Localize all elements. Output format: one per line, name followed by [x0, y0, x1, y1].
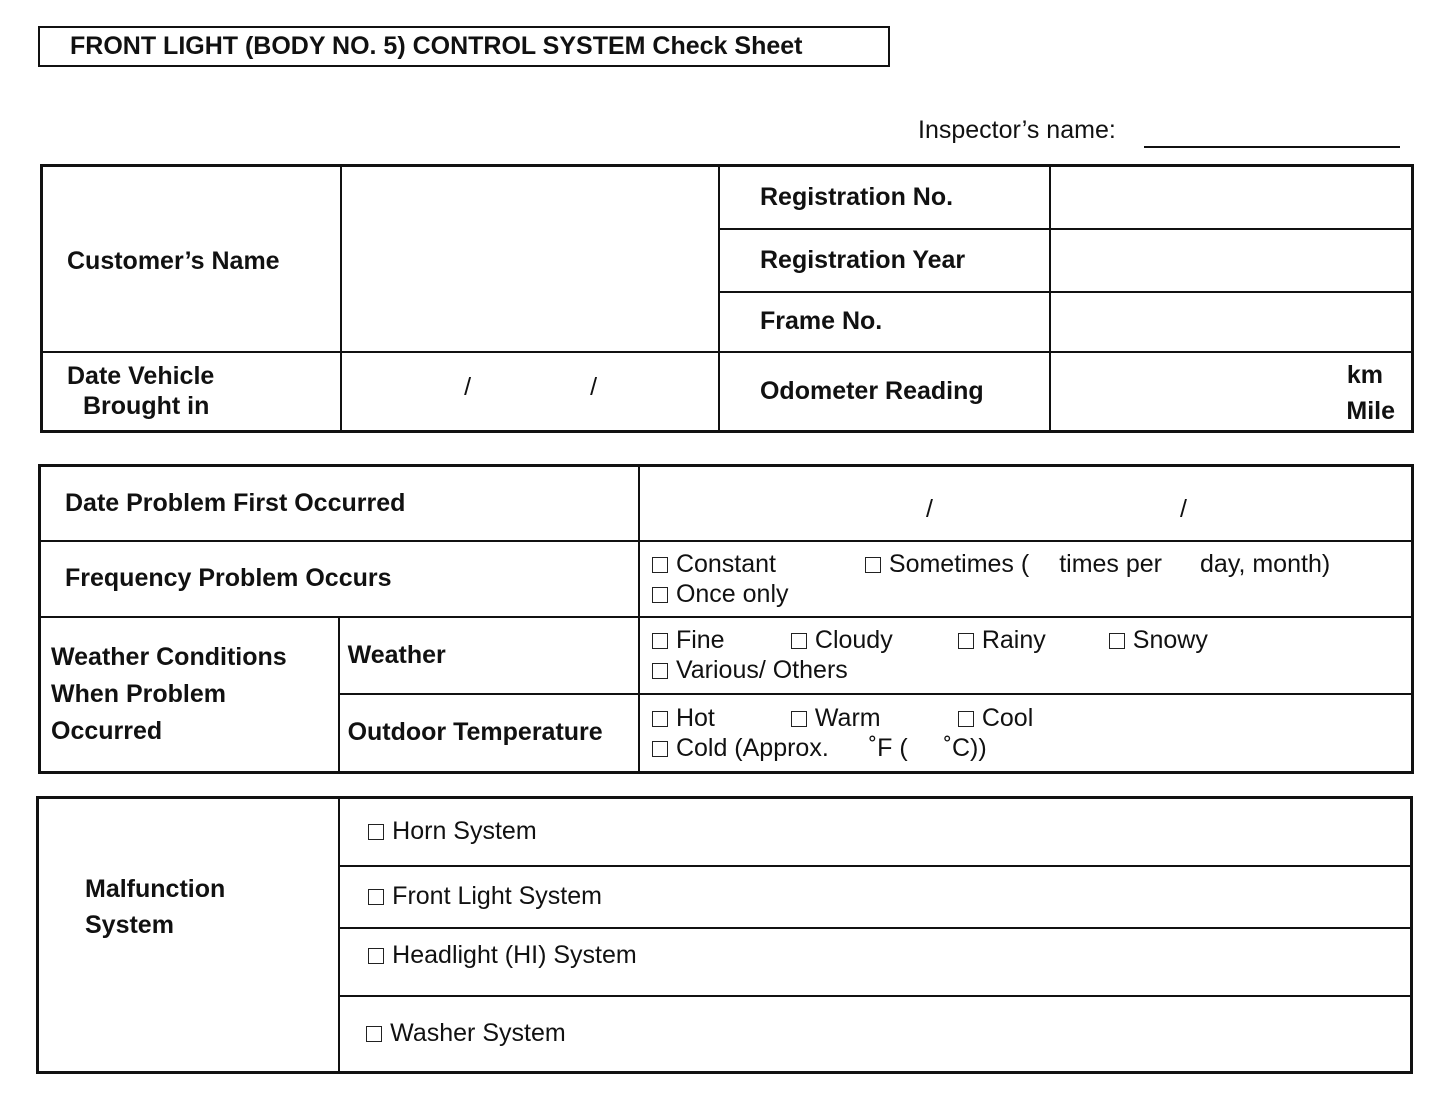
checkbox[interactable] — [652, 741, 668, 757]
frequency-label: Frequency Problem Occurs — [40, 541, 639, 617]
checkbox[interactable] — [366, 1026, 382, 1042]
malfunction-system-label: Malfunction System — [38, 798, 340, 1073]
date-separator: / — [1179, 495, 1187, 523]
frequency-sometimes-option[interactable]: Sometimes ( — [865, 549, 1029, 579]
customer-name-label: Customer’s Name — [42, 166, 342, 352]
checkbox[interactable] — [652, 663, 668, 679]
fahrenheit-unit: ˚F ( — [868, 733, 908, 762]
headlight-hi-system-option[interactable]: Headlight (HI) System — [339, 928, 1411, 996]
date-first-occurred-label: Date Problem First Occurred — [40, 466, 639, 541]
temp-cool-option[interactable]: Cool — [958, 703, 1033, 733]
outdoor-temperature-label: Outdoor Temperature — [339, 694, 639, 773]
washer-system-option[interactable]: Washer System — [339, 996, 1411, 1073]
date-separator: / — [464, 372, 472, 401]
date-brought-in-label: Date Vehicle Brought in — [42, 352, 342, 432]
checkbox[interactable] — [958, 633, 974, 649]
date-separator: / — [925, 495, 933, 523]
checkbox[interactable] — [652, 633, 668, 649]
frequency-constant-option[interactable]: Constant — [652, 549, 858, 579]
customer-name-field[interactable] — [341, 166, 719, 352]
times-per-text: times per — [1059, 549, 1163, 578]
weather-options — [639, 617, 1413, 694]
checkbox[interactable] — [652, 557, 668, 573]
checkbox[interactable] — [791, 633, 807, 649]
registration-no-field[interactable] — [1050, 166, 1413, 229]
frequency-options — [639, 541, 1413, 617]
temp-warm-option[interactable]: Warm — [791, 703, 951, 733]
malfunction-system-table — [36, 796, 1413, 1074]
weather-snowy-option[interactable]: Snowy — [1109, 625, 1208, 655]
temp-hot-option[interactable]: Hot — [652, 703, 784, 733]
temp-cold-option[interactable]: Cold (Approx. — [652, 733, 829, 763]
registration-no-label: Registration No. — [719, 166, 1050, 229]
odometer-field[interactable] — [1050, 352, 1413, 432]
checkbox[interactable] — [368, 889, 384, 905]
registration-year-label: Registration Year — [719, 229, 1050, 292]
checkbox[interactable] — [958, 711, 974, 727]
unit-km: km — [1346, 360, 1383, 389]
date-first-occurred-field[interactable] — [639, 466, 1413, 541]
inspector-name-field[interactable] — [1144, 146, 1400, 148]
checkbox[interactable] — [652, 711, 668, 727]
front-light-system-option[interactable]: Front Light System — [339, 866, 1411, 928]
weather-rainy-option[interactable]: Rainy — [958, 625, 1102, 655]
temperature-options — [639, 694, 1413, 773]
frequency-once-only-option[interactable]: Once only — [652, 579, 1411, 609]
frame-no-field[interactable] — [1050, 292, 1413, 352]
weather-various-option[interactable]: Various/ Others — [652, 655, 1411, 685]
frame-no-label: Frame No. — [719, 292, 1050, 352]
problem-info-table — [38, 464, 1414, 774]
vehicle-info-table — [40, 164, 1414, 433]
horn-system-option[interactable]: Horn System — [339, 798, 1411, 866]
checkbox[interactable] — [791, 711, 807, 727]
checkbox[interactable] — [368, 948, 384, 964]
check-sheet-title: FRONT LIGHT (BODY NO. 5) CONTROL SYSTEM Check Sheet — [38, 26, 890, 67]
checkbox[interactable] — [652, 587, 668, 603]
date-brought-in-field[interactable] — [341, 352, 719, 432]
registration-year-field[interactable] — [1050, 229, 1413, 292]
unit-mile: Mile — [1346, 396, 1395, 425]
date-separator: / — [590, 372, 598, 401]
day-month-text: day, month) — [1200, 549, 1331, 578]
checkbox[interactable] — [368, 824, 384, 840]
celsius-unit: ˚C)) — [943, 733, 987, 762]
odometer-label: Odometer Reading — [719, 352, 1050, 432]
weather-label: Weather — [339, 617, 639, 694]
inspector-name-label: Inspector’s name: — [918, 116, 1116, 144]
weather-cloudy-option[interactable]: Cloudy — [791, 625, 951, 655]
weather-conditions-label: Weather Conditions When Problem Occurred — [40, 617, 339, 773]
weather-fine-option[interactable]: Fine — [652, 625, 784, 655]
checkbox[interactable] — [1109, 633, 1125, 649]
checkbox[interactable] — [865, 557, 881, 573]
